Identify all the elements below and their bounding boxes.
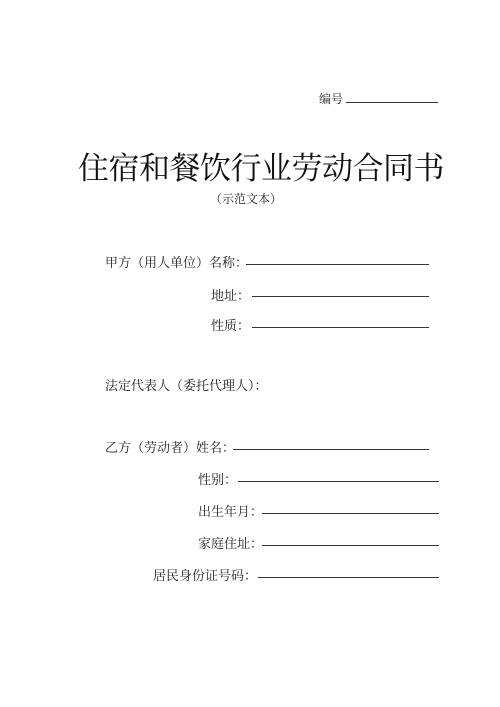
serial-number-label: 编号 [319,92,344,106]
party-b-home-address-blank[interactable] [262,545,439,546]
party-b-birth-blank[interactable] [262,513,439,514]
party-a-address-blank[interactable] [252,296,429,297]
party-a-name-label: 甲方（用人单位）名称： [105,256,249,271]
party-b-birth-label: 出生年月： [198,505,264,520]
document-title: 住宿和餐饮行业劳动合同书 [78,151,444,187]
document-subtitle: （示范文本） [210,192,283,206]
party-b-name-label: 乙方（劳动者）姓名： [105,441,236,456]
party-a-name-blank[interactable] [246,264,429,265]
serial-number-blank[interactable] [346,102,438,103]
party-b-id-blank[interactable] [258,577,439,578]
party-b-gender-blank[interactable] [238,481,439,482]
party-a-nature-label: 性质： [211,319,251,334]
party-a-nature-blank[interactable] [252,327,429,328]
party-b-id-label: 居民身份证号码： [153,569,258,584]
party-a-address-label: 地址： [211,289,251,304]
party-b-home-address-label: 家庭住址： [198,537,264,552]
party-b-gender-label: 性别： [198,473,238,488]
party-b-name-blank[interactable] [233,449,429,450]
legal-representative-label: 法定代表人（委托代理人）： [105,379,268,394]
